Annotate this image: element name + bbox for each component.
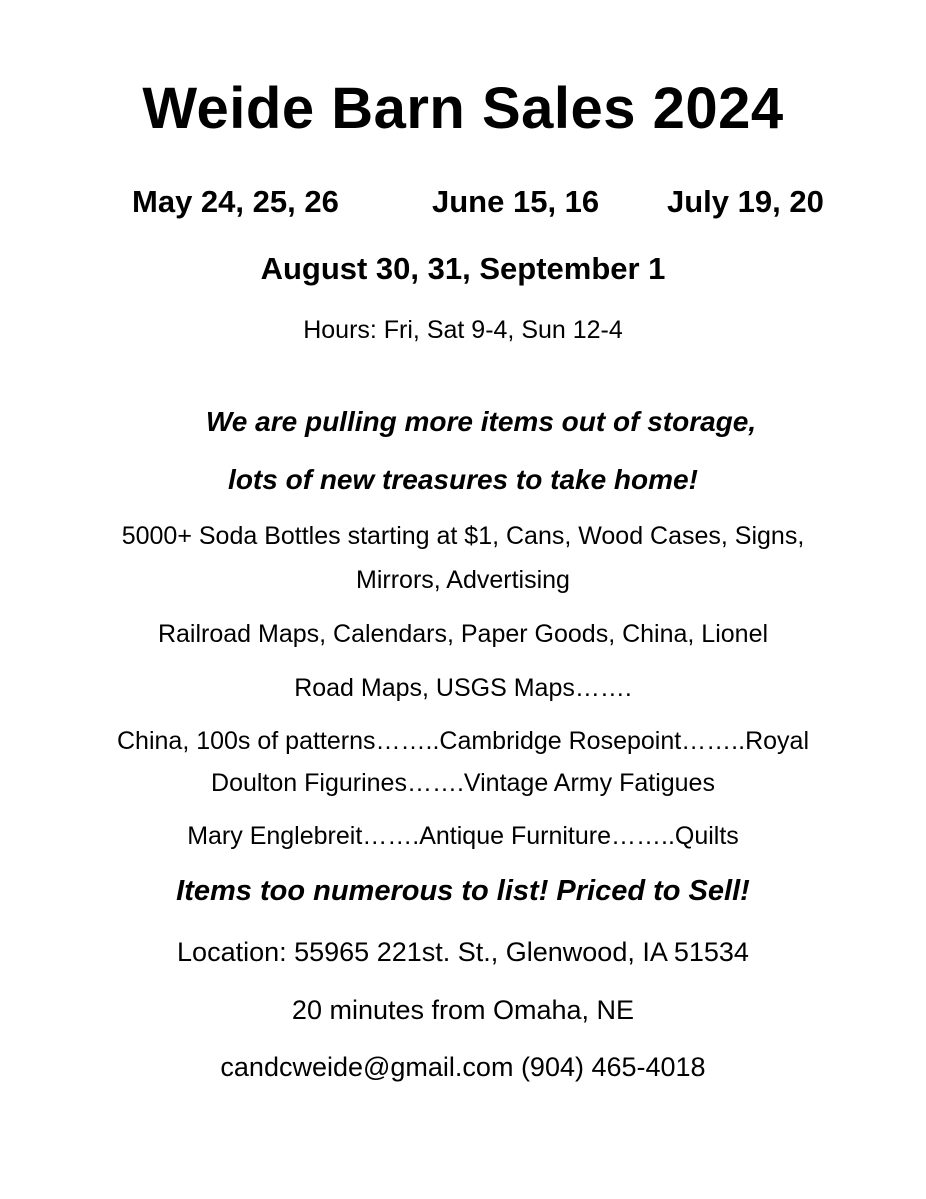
sale-date-june: June 15, 16: [432, 184, 600, 219]
location-address: Location: 55965 221st. St., Glenwood, IA 51534: [177, 937, 749, 967]
item-list-line: Doulton Figurines…….Vintage Army Fatigues: [211, 769, 715, 797]
sale-date-july: July 19, 20: [667, 184, 824, 219]
page-title: Weide Barn Sales 2024: [142, 76, 784, 141]
email-phone: candcweide@gmail.com (904) 465-4018: [220, 1052, 706, 1082]
item-list-line: 5000+ Soda Bottles starting at $1, Cans, Wood Cases, Signs,: [121, 522, 805, 550]
item-list-line: Railroad Maps, Calendars, Paper Goods, China, Lionel: [157, 620, 769, 648]
sale-date-may: May 24, 25, 26: [132, 184, 339, 219]
item-list-line: Mary Englebreit…….Antique Furniture……..Quilts: [187, 822, 739, 850]
tagline-line-1: We are pulling more items out of storage,: [205, 406, 757, 437]
distance-note: 20 minutes from Omaha, NE: [291, 995, 635, 1025]
item-list-line: Mirrors, Advertising: [356, 566, 570, 594]
item-list-line: China, 100s of patterns……..Cambridge Rosepoint……..Royal: [117, 727, 809, 755]
sale-hours: Hours: Fri, Sat 9-4, Sun 12-4: [303, 316, 623, 344]
sale-date-august: August 30, 31, September 1: [260, 251, 666, 286]
tagline-line-2: lots of new treasures to take home!: [228, 464, 698, 495]
item-list-line: Road Maps, USGS Maps…….: [294, 674, 632, 702]
priced-to-sell-banner: Items too numerous to list! Priced to Sell!: [176, 875, 750, 907]
